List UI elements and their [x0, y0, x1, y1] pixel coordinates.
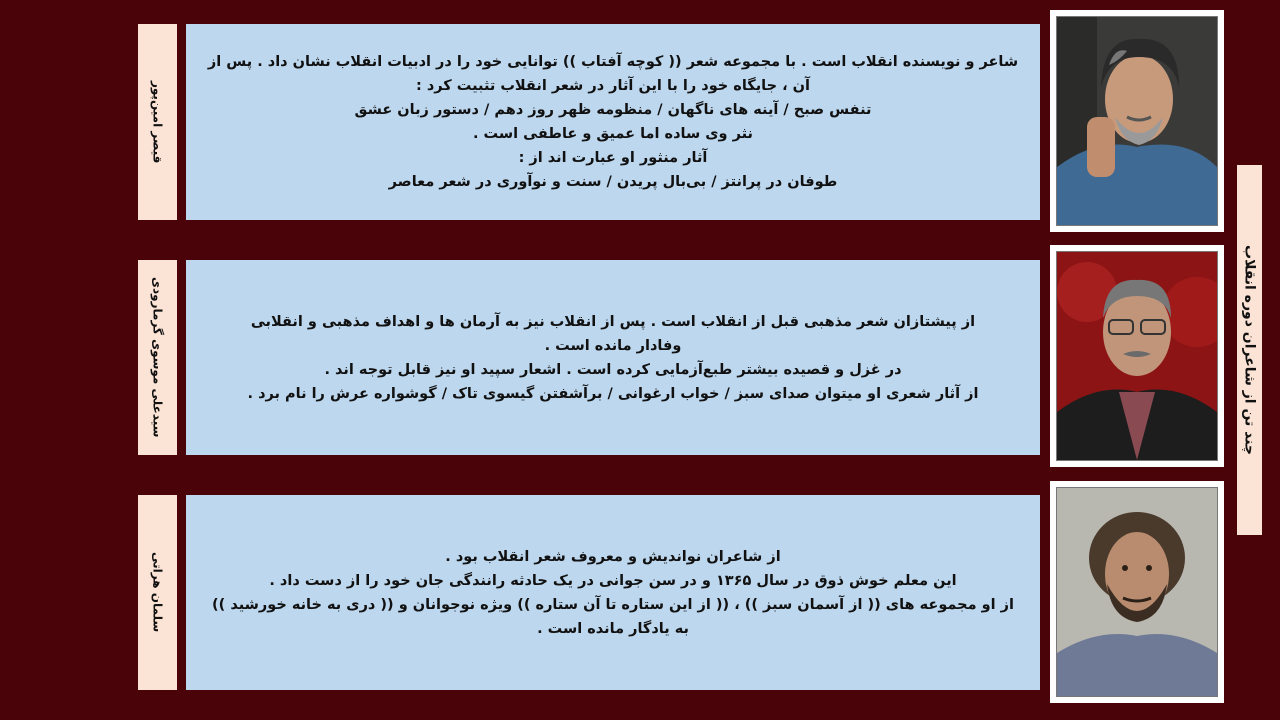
- poet-description-box-2: [186, 260, 1040, 455]
- poet-description-box-3: [186, 495, 1040, 690]
- portrait-image: [1057, 252, 1217, 460]
- poet-name-tab-2: [138, 260, 177, 455]
- description-line: تنفس صبح / آینه های ناگهان / منظومه ظهر روز دهم / دستور زبان عشق: [354, 102, 872, 118]
- description-line: از آثار شعری او میتوان صدای سبز / خواب ارغوانی / برآشفتن گیسوی تاک / گوشواره عرش را نام برد .: [247, 385, 979, 402]
- portrait-image: [1057, 488, 1217, 696]
- description-line: از شاعران نواندیش و معروف شعر انقلاب بود .: [445, 548, 781, 565]
- poet-name: سلمان هراتی: [150, 552, 165, 633]
- description-line: آن ، جایگاه خود را با این آثار در شعر انقلاب تثبیت کرد :: [415, 78, 811, 94]
- description-line: طوفان در پرانتز / بی‌بال پریدن / سنت و نوآوری در شعر معاصر: [388, 174, 838, 190]
- poet-photo-1: [1050, 10, 1224, 232]
- description-line: نثر وی ساده اما عمیق و عاطفی است .: [473, 126, 753, 142]
- poet-name-tab-3: [138, 495, 177, 690]
- description-line: آثار منثور او عبارت اند از :: [518, 150, 708, 166]
- description-line: شاعر و نویسنده انقلاب است . با مجموعه شعر (( کوچه آفتاب )) توانایی خود را در ادبیات انقلاب نشان داد . پس از: [207, 54, 1019, 70]
- poet-description: [208, 50, 1018, 194]
- poet-name-tab-1: [138, 24, 177, 220]
- poet-photo-2: [1050, 245, 1224, 467]
- poet-description: [212, 545, 1014, 641]
- description-line: در غزل و قصیده بیشتر طبع‌آزمایی کرده است . اشعار سپید او نیز قابل توجه اند .: [324, 361, 902, 378]
- description-line: وفادار مانده است .: [544, 337, 682, 354]
- poet-photo-3: [1050, 481, 1224, 703]
- side-title-tab: [1237, 165, 1262, 535]
- description-line: به یادگار مانده است .: [537, 620, 689, 637]
- poet-description: [248, 310, 979, 406]
- description-line: از او مجموعه های (( از آسمان سبز )) ، (( از این ستاره تا آن ستاره )) ویژه نوجوانان و (( دری به خانه خورشید )): [212, 596, 1014, 613]
- poet-name: قیصر امین‌پور: [150, 80, 165, 164]
- description-line: این معلم خوش ذوق در سال ۱۳۶۵ و در سن جوانی در یک حادثه رانندگی جان خود را از دست داد .: [269, 572, 957, 589]
- poet-description-box-1: [186, 24, 1040, 220]
- slide-title: چند تن از شاعران دوره انقلاب: [1241, 244, 1258, 456]
- description-line: از پیشتازان شعر مذهبی قبل از انقلاب است . پس از انقلاب نیز به آرمان ها و اهداف مذهبی و انقلابی: [250, 313, 976, 330]
- portrait-image: [1057, 17, 1217, 225]
- poet-name: سیدعلی موسوی گرمارودی: [150, 277, 165, 438]
